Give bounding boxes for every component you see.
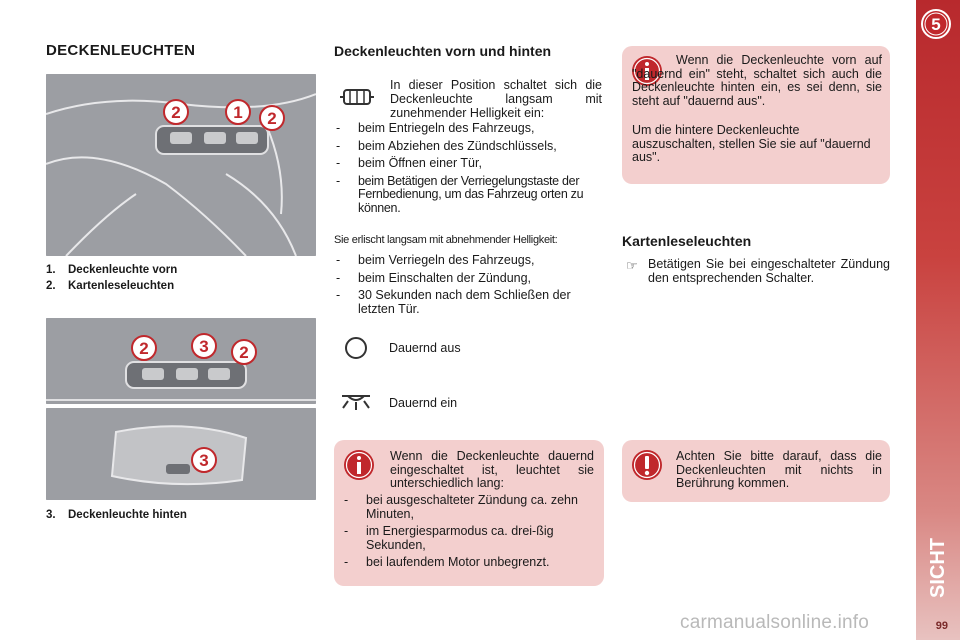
info-box-paragraph-2: Um die hintere Deckenleuchte auszuschalten, stellen Sie sie auf "dauernd aus".	[632, 123, 871, 164]
door-mode-icon	[338, 84, 376, 115]
info-box-paragraph-1: Wenn die Deckenleuchte vorn auf "dauernd ein" steht, schaltet sich auch die Deckenleuchte hinten ein, es sei denn, sie steht auf "dauernd aus".	[632, 53, 882, 108]
list-item: - beim Verriegeln des Fahrzeugs,	[334, 254, 604, 268]
list-item: - beim Öffnen einer Tür,	[334, 157, 604, 171]
list-item: - im Energiesparmodus ca. drei-ßig Sekunden,	[342, 525, 596, 552]
svg-text:2: 2	[267, 109, 277, 128]
info-box-rear-lamp	[622, 46, 890, 184]
list-item: - beim Entriegeln des Fahrzeugs,	[334, 122, 604, 136]
info-icon	[342, 448, 376, 482]
legend-item: 1. Deckenleuchte vorn	[46, 264, 178, 276]
callout-2-right	[230, 338, 258, 366]
svg-text:5: 5	[931, 15, 941, 34]
mode-off-label: Dauernd aus	[389, 341, 461, 355]
legend-front	[46, 262, 177, 294]
legend-item: 2. Kartenleseleuchten	[46, 280, 175, 292]
off-mode-icon	[342, 334, 370, 367]
section-title: DECKENLEUCHTEN	[46, 42, 196, 59]
callout-2-left	[130, 334, 158, 362]
list-item: - beim Abziehen des Zündschlüssels,	[334, 140, 604, 154]
finger-pointer-icon: ☞	[626, 258, 638, 273]
callout-1	[224, 98, 252, 126]
on-list	[334, 122, 604, 219]
callout-2-left	[162, 98, 190, 126]
callout-2-right	[258, 104, 286, 132]
subsection-title-map: Kartenleseleuchten	[622, 233, 752, 249]
warning-box	[622, 440, 890, 502]
callout-3	[190, 446, 218, 474]
svg-text:2: 2	[139, 339, 149, 358]
warning-text: Achten Sie bitte darauf, dass die Deckenleuchten mit nichts in Berührung kommen.	[676, 449, 882, 490]
figure-front-lamp	[46, 74, 316, 256]
subsection-title-front-rear: Deckenleuchten vorn und hinten	[334, 43, 552, 59]
mode-on-label: Dauernd ein	[389, 396, 458, 410]
page-number: 99	[935, 620, 948, 632]
svg-text:1: 1	[233, 103, 243, 122]
info-box-duration	[334, 440, 604, 586]
on-mode-icon	[336, 388, 376, 421]
chapter-badge	[920, 8, 952, 40]
position-intro: In dieser Position schaltet sich die Deckenleuchte langsam mit zunehmender Helligkeit ein:	[390, 78, 602, 120]
off-list	[334, 254, 604, 320]
figure-map-lamps	[46, 318, 316, 404]
map-instruction: Betätigen Sie bei eingeschalteter Zündung den entsprechenden Schalter.	[648, 257, 890, 285]
info-box-intro: Wenn die Deckenleuchte dauernd eingeschaltet ist, leuchtet sie unterschiedlich lang:	[390, 449, 594, 490]
svg-text:2: 2	[171, 103, 181, 122]
svg-text:2: 2	[239, 343, 249, 362]
warning-icon	[630, 448, 664, 482]
list-item: - beim Einschalten der Zündung,	[334, 272, 604, 286]
watermark: carmanualsonline.info	[680, 612, 870, 633]
figure-rear-lamp	[46, 408, 316, 500]
chapter-title	[924, 520, 950, 600]
off-intro: Sie erlischt langsam mit abnehmender Helligkeit:	[334, 234, 558, 246]
list-item: - bei laufendem Motor unbegrenzt.	[342, 556, 596, 570]
chapter-sidebar	[916, 0, 960, 640]
list-item: - beim Betätigen der Verriegelungstaste der Fernbedienung, um das Fahrzeug orten zu können.	[334, 175, 604, 216]
info-box-list	[342, 494, 596, 574]
callout-3	[190, 332, 218, 360]
svg-text:SICHT: SICHT	[927, 538, 949, 598]
list-item: - bei ausgeschalteter Zündung ca. zehn Minuten,	[342, 494, 596, 521]
svg-text:3: 3	[199, 451, 209, 470]
legend-item: 3. Deckenleuchte hinten	[46, 509, 187, 521]
list-item: - 30 Sekunden nach dem Schließen der letzten Tür.	[334, 289, 604, 316]
svg-text:3: 3	[199, 337, 209, 356]
legend-rear	[46, 507, 187, 523]
